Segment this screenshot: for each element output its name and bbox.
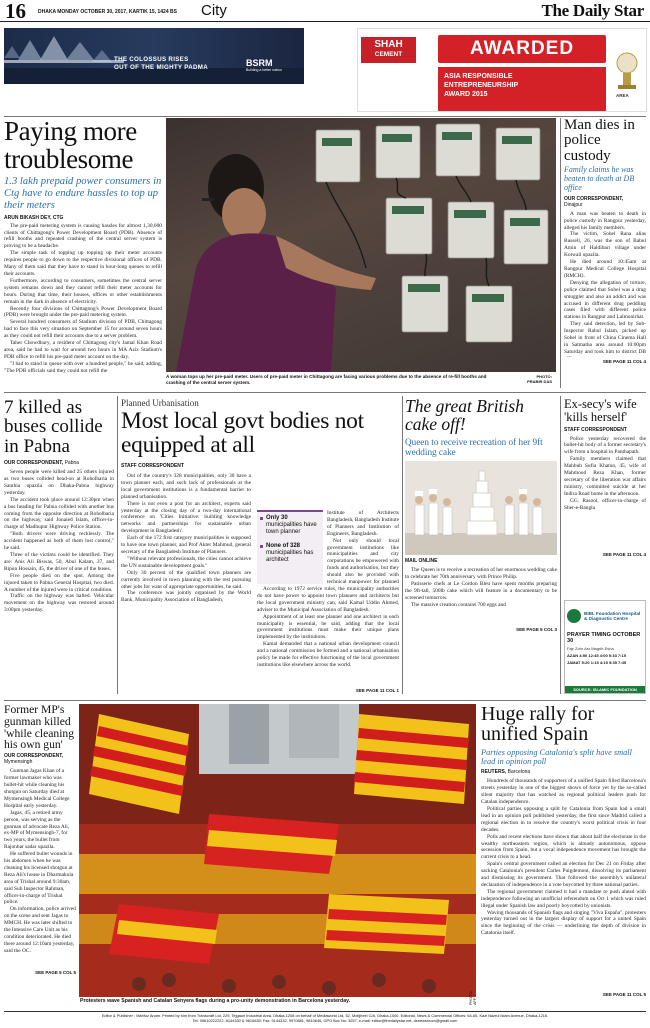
mp-para: Gunman Jagas Khan of a former lawmaker who was bullet-hit while cleaning his shotgun on Saturday died at Mymensingh Medical College Hospital early yesterday.: [4, 768, 70, 809]
custody-para: They said detection, led by Sub-Inspector Rahul Islam, picked up Sohel in front of China Cinema Hall in Satmatha area around 10:00pm Saturday and took him to district DB: [564, 321, 646, 355]
lead-photo-credit: [527, 374, 552, 384]
bus-story: [4, 398, 114, 698]
lead-caption-text: A woman tops up her pre-paid meter. Users of pre-paid meter in Chittagong are facing various problems due to the absence of re-fill booths and crashing of the central server system.: [166, 374, 487, 385]
custody-para: Denying the allegation of torture, police claimed that Sohel was a drug smuggler and also an addict and was accused in different drug peddling cases filed with different police stations in Rangpur and Lalmonirhat.: [564, 279, 646, 321]
bus-body: [4, 469, 114, 675]
spain-para: Waving thousands of Spanish flags and singing "Viva España", protesters yesterday turned out in the largest display of support for a united Spain since the beginning of the crisis — underlining the depth of division in Catalonia itself.: [481, 909, 646, 937]
bsrm-tagline: Building a better nation: [246, 68, 282, 72]
shah-brand-top: SHAH: [374, 39, 403, 50]
award-line2: ENTREPRENEURSHIP: [444, 82, 519, 89]
infobox-item-2: [260, 543, 320, 565]
exsec-continue-link[interactable]: SEE PAGE 11 COL 4: [602, 551, 646, 557]
custody-subhead: Family claims he was beaten to death at DB office: [564, 164, 635, 192]
custody-byline-name: OUR CORRESPONDENT,: [564, 195, 624, 202]
hospital-logo-icon: [567, 609, 581, 623]
prayer-title: PRAYER TIMING OCTOBER 30: [565, 631, 645, 645]
cake-photo: [405, 461, 557, 555]
cake-byline: MAIL ONLINE: [405, 558, 438, 565]
page-number: 16: [5, 0, 26, 22]
rule-mid2: [4, 700, 646, 701]
urban-byline: STAFF CORRESPONDENT: [121, 462, 184, 469]
rule-custody: [560, 118, 561, 388]
exsec-para: Family members claimed that Mahbub Sufia Khatun, 45, wife of Mahmood Reza Khan, former secretary of the liberation war affairs ministry, committed suicide at her Indira Road home in the afternoon.: [564, 456, 646, 497]
lead-photo-caption: [166, 374, 556, 386]
prayer-row-azan: AZAN 4:50 12:45 4:00 5:33 7:15: [567, 653, 626, 658]
urban-para: Out of the country's 328 municipalities, only 30 have a town planner each, and such lack of professionals at the local government institutions is a fundamental barrier to planned urbanisation.: [121, 473, 251, 500]
exsec-body: [564, 436, 646, 550]
mp-story: [4, 704, 76, 1006]
lead-para: The pre-paid metering system is causing hassles for almost 1,30,000 clients of Chittagong's Power Development Board (PDB). Absence of refill booths and repeated crashing of the central server system is proving to be a headache.: [4, 222, 162, 250]
custody-para: The victim, Sohel Rana alias Russell, 26, was the son of Babul Amin of Haldibari village under Kotwali upazila.: [564, 231, 646, 259]
bus-byline-place: Pabna: [64, 460, 80, 467]
bus-byline: [4, 460, 114, 466]
cake-para: The Queen is to receive a recreation of her enormous wedding cake to celebrate her 70th anniversary with Prince Philip.: [405, 567, 557, 581]
imprint-line-2: Tel: 09610222222, 8144330 & 9810635; Fax: 9144332, 9970881, 9810646, GPO Box No: 3257, e-mail: editor@thedailystar.net, dsnewsroom@gmail.com: [192, 1018, 458, 1024]
bus-byline-name: OUR CORRESPONDENT,: [4, 460, 64, 467]
prayer-timing-box: [564, 600, 646, 694]
urban-para: Institute of Architects Bangladesh, Bangladesh Institute of Planners and Institution of Engineers, Bangladesh.: [327, 510, 399, 537]
prayer-source: SOURCE: ISLAMIC FOUNDATION: [565, 686, 645, 693]
infobox-num-1: Only 30: [266, 515, 288, 521]
lead-photo: [166, 118, 556, 372]
bus-para: Seven people were killed and 25 others injured as two buses collided head-on at Roholbaria in Santhia upazila on Dhaka-Pabna highway yesterday.: [4, 469, 114, 496]
lead-credit-name: PRABIR DAS: [527, 379, 552, 384]
custody-story: [564, 118, 646, 388]
lead-para: The simple task of topping up topping up their meter accounts requires people to go down to the respective divisional offices of PDB. Many of them said that they have to stand in hour-long queues to refill their accounts.: [4, 250, 162, 277]
spain-photo-caption: Protesters wave Spanish and Catalan Senyera flags during a pro-unity demonstration in Barcelona yesterday.: [80, 998, 351, 1004]
mp-para: He suffered bullet wounds in his abdomen when he was cleaning his licensed shotgun at Reza Ali's house in Dharmakola area of Trishal around 9:30am, said Sub Inspector Rahman, officer-in-charge of Trishal police.: [4, 851, 74, 906]
mp-continue-link[interactable]: SEE PAGE 5 COL 5: [35, 970, 76, 976]
spain-subhead: Parties opposing Catalonia's split have small lead in opinion poll: [481, 747, 632, 767]
infobox-item-1: [260, 515, 320, 537]
urban-para: The conference was jointly organised by the World Bank, Municipality Association of Bangladesh,: [121, 590, 251, 604]
wedding-cake-photo: [405, 461, 557, 555]
spain-para: Spain's central government called an election for Dec 21 on Friday after sacking Catalonia's president Carles Puigdemont, dissolving its parliament and dismissing its government. That followed the assembly's unilateral declaration of independence in a vote boycotted by three national parties.: [481, 861, 646, 888]
mp-byline-name: OUR CORRESPONDENT,: [4, 753, 64, 760]
bus-para: Five people died on the spot. Among the injured taken to Pabna General Hospital, two died. A number of the injured were in critical condition.: [4, 572, 114, 593]
spain-byline-name: REUTERS,: [481, 769, 507, 776]
rule-top: [4, 116, 646, 117]
exsec-para: GG. Rasool, officer-in-charge of Sher-e-Bangla: [564, 497, 646, 511]
paper-name: The Daily Star: [541, 1, 644, 20]
urban-story: [121, 398, 399, 698]
urban-headline[interactable]: Most local govt bodies not equipped at all: [121, 408, 364, 458]
exsec-byline: STAFF CORRESPONDENT: [564, 426, 627, 433]
spain-body: [481, 778, 646, 990]
hospital-name: BIBL Foundation Hospital & Diagnostic Centre: [584, 610, 641, 621]
lead-subhead: 1.3 lakh prepaid power consumers in Ctg have to endure hassles to top up their meters: [4, 176, 162, 211]
spain-para: Political parties opposing a split by Catalonia from Spain had a small lead in an opinion poll published yesterday, the first since Madrid called a regional election in to resolve the country's worst political crisis in four decades.: [481, 805, 646, 833]
urban-para: There is not even a post for an architect, experts said yesterday at the closing day of a two-day international conference on 'Cities Initiative: building knowledge networks and partnerships for sustainable urban development in Bangladesh'.: [121, 500, 251, 535]
shah-logo: [361, 37, 416, 63]
spain-byline-place: Barcelona: [507, 769, 531, 776]
exsec-headline[interactable]: Ex-secy's wife 'kills herself': [564, 398, 637, 424]
lead-story: [4, 118, 162, 384]
cake-subhead: Queen to receive recreation of her 9ft wedding cake: [405, 436, 543, 457]
custody-body: [564, 211, 646, 357]
bsrm-headline: [114, 56, 234, 71]
urban-para: According to 1972 service rules, the municipality authorities do not have power to appoint town planners and architects but the local government ministry can, said Kamal Uddin Ahmed, adviser to the Municipal Association of Bangladesh.: [257, 586, 399, 613]
trophy-icon: [613, 51, 641, 91]
exsec-story: [564, 398, 646, 592]
lead-byline: ARUN BIKASH DEY, CTG: [4, 214, 64, 221]
rule-v-cake: [560, 396, 561, 694]
section-name: City: [201, 2, 227, 19]
spain-photo: [79, 704, 476, 997]
cake-continue-link[interactable]: SEE PAGE 5 COL 3: [516, 627, 557, 633]
imprint-line-1: Editor & Publisher : Mahfuz Anam. Printed by him from Transcraft Ltd, 229, Tejgaon Industrial Area, Dhaka-1208 on behalf of Mediaworld Ltd, 52, Motijheel C/A, Dhaka-1000. Editorial, News & Commercial Offices: 64-65, Kazi Nazrul Islam Avenue, Dhaka-1215.: [101, 1013, 549, 1018]
custody-continue-link[interactable]: SEE PAGE 11 COL 4: [602, 358, 646, 364]
urban-col2-bottom: [257, 586, 399, 684]
award-line3: AWARD 2015: [444, 91, 488, 98]
mp-byline-place: Mymensingh: [4, 759, 33, 766]
cake-para: Patisserie chefs at Le Cordon Bleu have spent months preparing the 9ft-tall, 500lb cake which will feature in a documentary to be screened tomorrow.: [405, 581, 557, 601]
urban-kicker: Planned Urbanisation: [121, 398, 199, 408]
dateline: DHAKA MONDAY OCTOBER 30, 2017, KARTIK 15, 1424 BS: [38, 9, 177, 15]
bus-para: Traffic on the highway was halted. Vehicular movement on the highway was restored around 3:00pm yesterday.: [4, 593, 114, 614]
barcelona-rally-photo: [79, 704, 476, 997]
bullet-icon: [260, 545, 263, 548]
urban-para: "Without relevant professionals, the cities cannot achieve the UN sustainable development goals.": [121, 555, 251, 569]
award-panel: [438, 67, 606, 111]
hospital-ad: [565, 601, 645, 631]
urban-infobox: [257, 510, 323, 584]
mp-byline: [4, 753, 76, 765]
urban-para: Not only should local government institutions like municipalities and city corporations be empowered with funds and authorisation, but they should also be provided with technical manpower for planned: [327, 537, 399, 584]
urban-col1: [121, 473, 251, 687]
award-badge: AREA: [616, 93, 629, 98]
bsrm-brand: BSRM: [246, 58, 273, 68]
cake-body: [405, 567, 557, 625]
mp-headline[interactable]: Former MP's gunman killed 'while cleaning his own gun': [4, 704, 75, 752]
infobox-text-2: municipalities has architect: [266, 549, 314, 563]
mp-para: Jagas, 45, a retired army person, was serving as the gunman of advocate Reza Ali, ex-MP of Mymensingh-7, for two years, the bullet from Rajonbar sadar upazila.: [4, 809, 70, 851]
lead-headline[interactable]: Paying more troublesome: [4, 118, 137, 174]
prayer-row-jamat: JAMAT 5:20 1:15 4:15 5:35 7:45: [567, 660, 627, 665]
urban-col2-top: [327, 510, 399, 584]
rule-v-bus: [117, 396, 118, 694]
spain-story: [481, 704, 646, 1008]
spain-photo-credit: PHOTO: AFP: [469, 990, 477, 1005]
custody-headline[interactable]: Man dies in police custody: [564, 118, 635, 164]
urban-para: Each of the 172 first category municipalities is supposed to have one town planner, and Prof Akter Mahmud, general secretary of the Bangladesh Institute of Planners.: [121, 535, 251, 555]
lead-para: Several hundred consumers of Stadium division of PDB, Chittagong had to face this very situation on September 15 for around seven hours as they could not refill their accounts due to a server problem.: [4, 319, 162, 340]
spain-para: Hundreds of thousands of supporters of a unified Spain filled Barcelona's streets yesterday in one of the biggest shows of force yet by the so-called silent majority that has watched as regional political leaders push for Catalan independence.: [481, 778, 646, 806]
bullet-icon: [260, 517, 263, 520]
custody-para: He died around 10:45am at Rangpur Medical College Hospital (RMCH).: [564, 259, 646, 279]
lead-para: Recently four divisions of Chittagong's Power Development Board (PDB) were brought under the pre-paid metering system.: [4, 305, 162, 319]
shah-brand-bottom: CEMENT: [374, 51, 403, 58]
custody-byline-place: Dinajpur: [564, 201, 583, 208]
mp-body: [4, 768, 76, 968]
infobox-num-2: None of 328: [266, 542, 301, 549]
spain-headline[interactable]: Huge rally for unified Spain: [481, 704, 595, 746]
lead-body: [4, 223, 162, 384]
bus-para: "Both drivers were driving recklessly. The accident happened as both of them lost control," he said.: [4, 531, 114, 552]
rule-v-urban: [402, 396, 403, 694]
imprint-footer: [4, 1011, 646, 1027]
urban-continue-link[interactable]: SEE PAGE 11 COL 1: [355, 688, 399, 693]
spain-continue-link[interactable]: SEE PAGE 11 COL 5: [602, 992, 646, 998]
bsrm-ad[interactable]: [4, 28, 304, 84]
cake-headline[interactable]: The great British cake off!: [405, 398, 524, 434]
custody-byline: [564, 196, 646, 208]
spain-para: Polls and recent elections have shown that about half the electorate in the wealthy northeastern region, which is already autonomous, oppose secession from Spain, but a vocal independence movement has brought the current crisis to a head.: [481, 833, 646, 861]
prepaid-meters-photo: [166, 118, 556, 372]
lead-para: Furthermore, according to consumers, sometimes the central server system remains down and they cannot refill their meter accounts for hours. During that time, their houses, offices or other establishments remain in the dark in absence of electricity.: [4, 277, 162, 305]
rule-mid1: [4, 392, 646, 393]
infobox-text-1: municipalities have town planner: [266, 522, 317, 536]
urban-para: Appointment of at least one planner and one architect in each municipality is essential, he said, adding that the local government institutions must make their unique plans implemented by the institutions.: [257, 613, 399, 641]
bus-para: The accident took place around 12:30pm when a bus heading for Pabna collided with another bus coming from the opposite direction at Roholbaria on the highway, said Jonaied Islam, officer-in-charge of Madhupur Highway Police Station.: [4, 496, 114, 531]
award-line1: ASIA RESPONSIBLE: [444, 73, 513, 80]
urban-para: Kamal demanded that a national urban development council and a national commission be formed and a national urbanisation policy be made for effective functioning of the local government institutions like elsewhere across the world.: [257, 641, 399, 668]
bsrm-logo: [246, 58, 282, 72]
lead-para: "I had to stand in queue with over a hundred people," he said, adding, "The PDB officials said they could not refill the: [4, 360, 162, 374]
exsec-para: Police yesterday recovered the bullet-hit body of a former secretary's wife from a hospital in Panthapath.: [564, 435, 646, 456]
bus-headline[interactable]: 7 killed as buses collide in Pabna: [4, 398, 103, 457]
mp-para: On information, police arrived on the scene and sent Jagas to MMCH. He was later shifted to the Intensive Care Unit as his condition deteriorated. He died there around 12:10am yesterday, said the OC.: [4, 906, 76, 954]
cake-para: The massive creation contains 700 eggs and: [411, 601, 506, 608]
urban-para: Only 30 percent of the qualified town planners are currently involved in town planning with the rest pursuing other jobs for want of appropriate opportunities, he said.: [121, 569, 251, 590]
spain-byline: [481, 769, 646, 775]
prayer-row-head: Fajr Zohr Asr Magrib Esha: [567, 646, 614, 651]
lead-para: Taher Chowdhury, a resident of Chittagong city's Jamal Khan Road area, said he had to wait for around two hours in MA Aziz Stadium's PDB office to refill his pre-paid meter account on the day.: [4, 340, 162, 360]
awarded-banner: AWARDED: [438, 35, 606, 63]
spain-para: The regional government claimed it had a mandate to push ahead with independence following an unofficial referendum on Oct 1 which was ruled illegal under Spanish law and poorly boycotted by unionists.: [481, 888, 646, 909]
bsrm-line1: THE COLOSSUS RISES: [114, 56, 189, 63]
bsrm-line2: OUT OF THE MIGHTY PADMA: [114, 64, 208, 71]
lead-credit-label: PHOTO:: [536, 374, 552, 379]
bus-para: Three of the victims could be identified. They are: Anis Ali Biswas, 50, Abul Kalam, 37, and Ripon Hossain, 45, the driver of one of the buses.: [4, 552, 114, 572]
shah-cement-ad[interactable]: [357, 28, 647, 112]
cake-story: [405, 398, 557, 696]
masthead: [0, 0, 650, 22]
custody-para: A man was beaten to death in police custody in Rangpur yesterday, alleged his family members.: [564, 210, 646, 231]
